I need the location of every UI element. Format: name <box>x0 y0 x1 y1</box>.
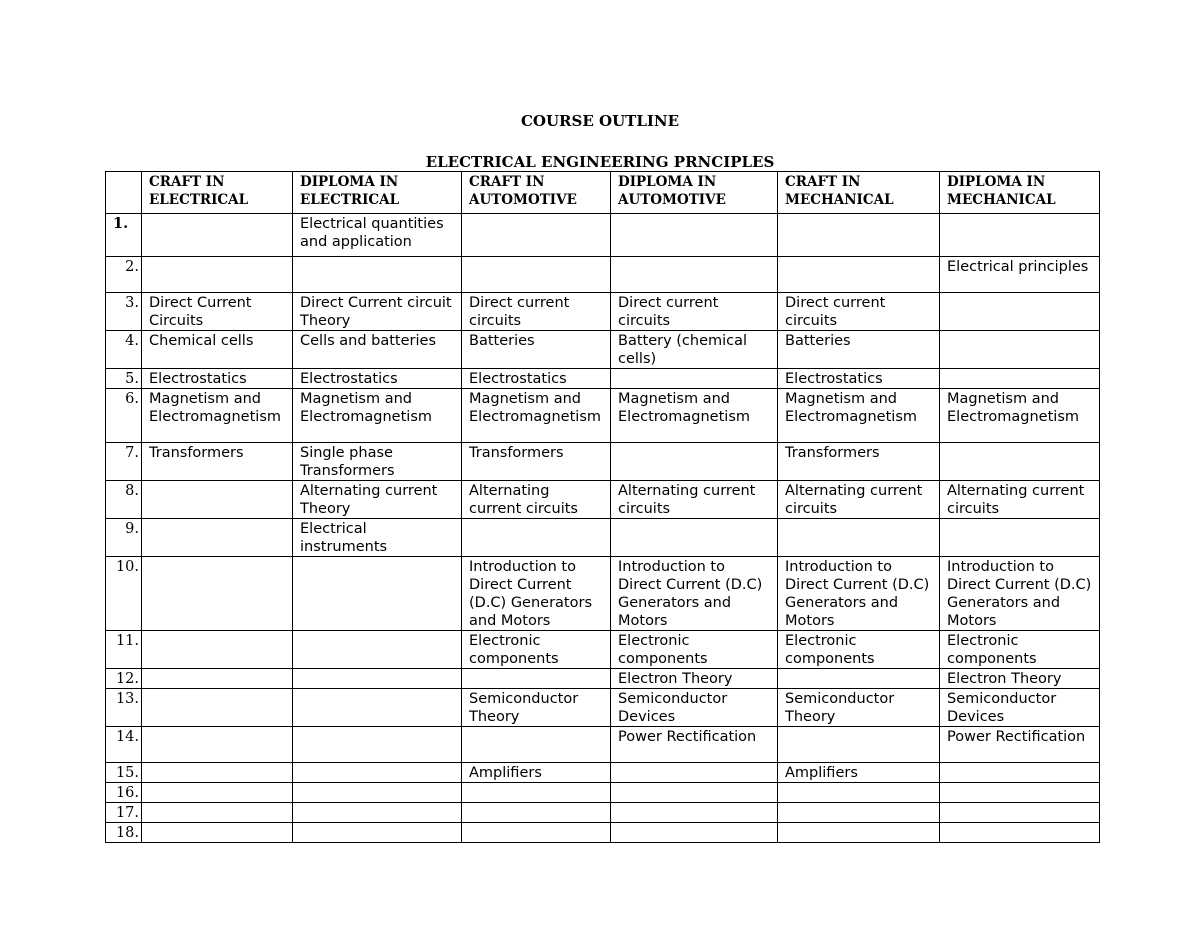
table-cell <box>462 669 611 689</box>
table-cell <box>293 763 462 783</box>
table-cell <box>142 257 293 293</box>
row-number: 9. <box>106 519 142 557</box>
header-cell <box>106 172 142 214</box>
row-number: 16. <box>106 783 142 803</box>
table-cell: Magnetism and Electromagnetism <box>611 389 778 443</box>
table-cell <box>940 214 1100 257</box>
table-cell <box>142 689 293 727</box>
table-row <box>106 803 1100 823</box>
table-cell: Magnetism and Electromagnetism <box>462 389 611 443</box>
row-number: 17. <box>106 803 142 823</box>
header-cell: CRAFT IN MECHANICAL <box>778 172 940 214</box>
table-cell: Amplifiers <box>778 763 940 783</box>
table-cell <box>462 727 611 763</box>
table-cell <box>142 763 293 783</box>
table-cell: Magnetism and Electromagnetism <box>940 389 1100 443</box>
table-cell: Power Rectification <box>611 727 778 763</box>
table-row <box>106 763 1100 783</box>
table-cell <box>778 783 940 803</box>
table-cell: Direct Current Circuits <box>142 293 293 331</box>
table-cell <box>611 763 778 783</box>
table-cell: Battery (chemical cells) <box>611 331 778 369</box>
table-cell: Direct current circuits <box>611 293 778 331</box>
table-cell <box>611 257 778 293</box>
table-cell <box>940 763 1100 783</box>
table-cell: Chemical cells <box>142 331 293 369</box>
table-row <box>106 257 1100 293</box>
table-row <box>106 727 1100 763</box>
table-cell: Electronic components <box>611 631 778 669</box>
table-cell: Electron Theory <box>940 669 1100 689</box>
table-cell <box>611 519 778 557</box>
row-number: 11. <box>106 631 142 669</box>
row-number: 2. <box>106 257 142 293</box>
table-cell: Electronic components <box>778 631 940 669</box>
table-cell: Semiconductor Theory <box>778 689 940 727</box>
table-cell <box>462 783 611 803</box>
table-row <box>106 823 1100 843</box>
table-cell: Semiconductor Devices <box>611 689 778 727</box>
page-subtitle: ELECTRICAL ENGINEERING PRNCIPLES <box>425 153 775 171</box>
table-cell: Electrostatics <box>462 369 611 389</box>
table-cell: Batteries <box>778 331 940 369</box>
table-cell <box>462 803 611 823</box>
row-number: 5. <box>106 369 142 389</box>
table-cell: Cells and batteries <box>293 331 462 369</box>
table-cell <box>142 214 293 257</box>
table-cell <box>293 557 462 631</box>
table-cell <box>462 257 611 293</box>
row-number: 12. <box>106 669 142 689</box>
table-cell: Electrical instruments <box>293 519 462 557</box>
course-outline-table <box>105 171 1100 843</box>
table-cell: Electrostatics <box>142 369 293 389</box>
table-row <box>106 331 1100 369</box>
table-row <box>106 481 1100 519</box>
table-cell: Direct current circuits <box>462 293 611 331</box>
table-cell <box>142 519 293 557</box>
row-number: 6. <box>106 389 142 443</box>
table-cell: Batteries <box>462 331 611 369</box>
table-cell: Power Rectification <box>940 727 1100 763</box>
table-cell <box>940 823 1100 843</box>
table-cell: Transformers <box>778 443 940 481</box>
table-cell: Magnetism and Electromagnetism <box>293 389 462 443</box>
table-cell <box>778 803 940 823</box>
header-cell: CRAFT IN ELECTRICAL <box>142 172 293 214</box>
table-cell <box>611 803 778 823</box>
table-cell <box>778 727 940 763</box>
table-row <box>106 389 1100 443</box>
table-cell <box>462 519 611 557</box>
row-number: 3. <box>106 293 142 331</box>
table-cell <box>611 783 778 803</box>
table-row <box>106 557 1100 631</box>
table-cell: Electrostatics <box>778 369 940 389</box>
table-cell <box>611 443 778 481</box>
table-cell: Alternating current circuits <box>611 481 778 519</box>
row-number: 4. <box>106 331 142 369</box>
row-number: 10. <box>106 557 142 631</box>
table-cell <box>293 689 462 727</box>
table-cell <box>142 803 293 823</box>
table-row <box>106 631 1100 669</box>
table-cell <box>611 214 778 257</box>
table-cell: Electronic components <box>940 631 1100 669</box>
row-number: 1. <box>106 214 142 257</box>
table-row <box>106 443 1100 481</box>
table-row <box>106 783 1100 803</box>
table-cell <box>778 257 940 293</box>
row-number: 8. <box>106 481 142 519</box>
row-number: 13. <box>106 689 142 727</box>
table-cell <box>940 293 1100 331</box>
table-cell <box>142 783 293 803</box>
table-cell <box>142 823 293 843</box>
table-cell: Direct current circuits <box>778 293 940 331</box>
header-cell: DIPLOMA IN ELECTRICAL <box>293 172 462 214</box>
table-cell <box>940 369 1100 389</box>
row-number: 14. <box>106 727 142 763</box>
table-cell: Transformers <box>142 443 293 481</box>
table-cell <box>293 631 462 669</box>
header-cell: DIPLOMA IN MECHANICAL <box>940 172 1100 214</box>
table-cell: Semiconductor Devices <box>940 689 1100 727</box>
table-cell: Magnetism and Electromagnetism <box>142 389 293 443</box>
table-cell: Direct Current circuit Theory <box>293 293 462 331</box>
table-cell: Introduction to Direct Current (D.C) Generators and Motors <box>462 557 611 631</box>
table-row <box>106 669 1100 689</box>
table-cell <box>462 823 611 843</box>
table-cell: Alternating current circuits <box>462 481 611 519</box>
table-cell: Magnetism and Electromagnetism <box>778 389 940 443</box>
header-cell: CRAFT IN AUTOMOTIVE <box>462 172 611 214</box>
table-cell <box>940 331 1100 369</box>
table-row <box>106 519 1100 557</box>
table-cell: Electrostatics <box>293 369 462 389</box>
table-cell: Introduction to Direct Current (D.C) Generators and Motors <box>778 557 940 631</box>
table-cell <box>940 803 1100 823</box>
table-cell <box>462 214 611 257</box>
table-cell <box>940 443 1100 481</box>
table-cell: Electrical principles <box>940 257 1100 293</box>
table-cell <box>940 519 1100 557</box>
table-row <box>106 214 1100 257</box>
table-cell <box>778 823 940 843</box>
header-row <box>106 172 1100 214</box>
table-cell: Single phase Transformers <box>293 443 462 481</box>
table-cell: Semiconductor Theory <box>462 689 611 727</box>
table-cell: Alternating current circuits <box>940 481 1100 519</box>
table-row <box>106 369 1100 389</box>
table-cell <box>611 369 778 389</box>
table-cell <box>142 631 293 669</box>
row-number: 7. <box>106 443 142 481</box>
table-cell <box>293 783 462 803</box>
page-title: COURSE OUTLINE <box>520 112 680 130</box>
table-cell <box>293 803 462 823</box>
table-cell: Transformers <box>462 443 611 481</box>
table-cell <box>142 481 293 519</box>
table-cell: Electronic components <box>462 631 611 669</box>
table-cell <box>940 783 1100 803</box>
table-cell <box>293 257 462 293</box>
table-cell: Introduction to Direct Current (D.C) Generators and Motors <box>611 557 778 631</box>
table-cell <box>142 557 293 631</box>
table-cell <box>142 727 293 763</box>
row-number: 15. <box>106 763 142 783</box>
table-cell: Introduction to Direct Current (D.C) Generators and Motors <box>940 557 1100 631</box>
table-cell <box>611 823 778 843</box>
table-cell: Alternating current circuits <box>778 481 940 519</box>
table-cell: Alternating current Theory <box>293 481 462 519</box>
table-cell <box>778 214 940 257</box>
table-cell: Electron Theory <box>611 669 778 689</box>
table-cell <box>293 727 462 763</box>
table-cell: Amplifiers <box>462 763 611 783</box>
table-row <box>106 293 1100 331</box>
table-cell <box>293 669 462 689</box>
header-cell: DIPLOMA IN AUTOMOTIVE <box>611 172 778 214</box>
table-row <box>106 689 1100 727</box>
table-cell <box>293 823 462 843</box>
table-cell <box>778 519 940 557</box>
table-cell: Electrical quantities and application <box>293 214 462 257</box>
table-cell <box>142 669 293 689</box>
table-cell <box>778 669 940 689</box>
row-number: 18. <box>106 823 142 843</box>
